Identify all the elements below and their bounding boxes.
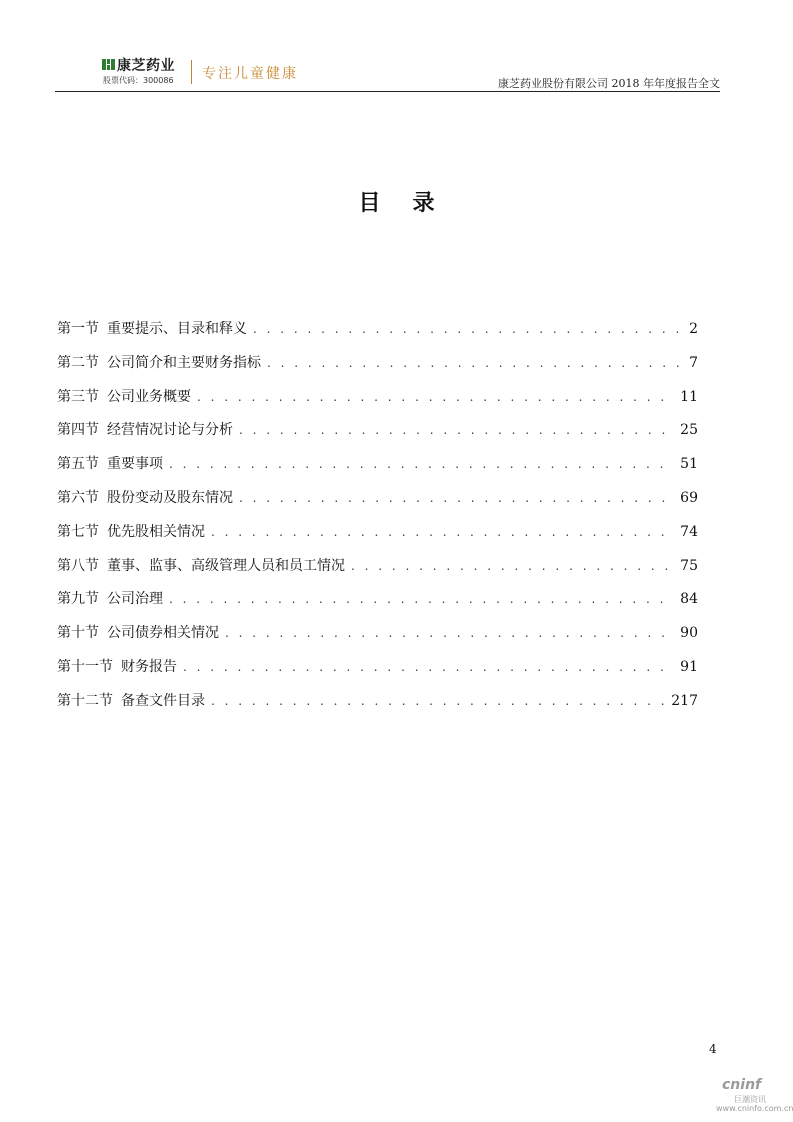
header-rule xyxy=(55,91,720,92)
toc-section-title: 股份变动及股东情况 xyxy=(107,489,233,506)
toc-entry[interactable] xyxy=(57,386,698,420)
toc-entry-label xyxy=(57,555,345,575)
toc-entry[interactable] xyxy=(57,487,698,521)
toc-entry-label xyxy=(57,453,163,473)
toc-section-number: 第一节 xyxy=(57,321,99,337)
toc-dot-leader xyxy=(225,626,674,640)
toc-page-number: 11 xyxy=(680,388,698,405)
toc-section-number: 第九节 xyxy=(57,591,99,608)
toc-section-number: 第八节 xyxy=(57,557,99,574)
toc-section-number: 第十二节 xyxy=(57,692,113,709)
toc-dot-leader xyxy=(169,592,674,606)
toc-section-title: 公司债券相关情况 xyxy=(107,625,219,642)
toc-page-number: 2 xyxy=(689,321,698,337)
toc-section-title: 财务报告 xyxy=(121,658,177,675)
toc-entry-label xyxy=(57,588,163,608)
toc-dot-leader xyxy=(211,525,674,539)
watermark-url: www.cninfo.com.cn xyxy=(716,1104,793,1113)
toc-section-title: 备查文件目录 xyxy=(121,692,205,709)
watermark-sub: 巨潮资讯 xyxy=(734,1095,766,1104)
company-logo-icon xyxy=(102,58,115,71)
toc-entry[interactable] xyxy=(57,622,698,656)
toc-dot-leader xyxy=(351,559,674,573)
toc-dot-leader xyxy=(211,694,665,708)
toc-page-number: 74 xyxy=(680,523,698,540)
toc-section-number: 第六节 xyxy=(57,489,99,506)
toc-dot-leader xyxy=(197,390,674,404)
stock-code: 股票代码：300086 xyxy=(103,76,174,85)
toc-section-number: 第四节 xyxy=(57,422,99,439)
toc-section-title: 经营情况讨论与分析 xyxy=(107,422,233,439)
toc-entry-label xyxy=(57,622,219,642)
toc-page-number: 84 xyxy=(680,591,698,608)
toc-section-number: 第七节 xyxy=(57,523,99,540)
toc-section-title: 优先股相关情况 xyxy=(107,523,205,540)
toc-section-number: 第十节 xyxy=(57,625,99,642)
toc-page-number: 91 xyxy=(680,658,698,675)
toc-entry[interactable] xyxy=(57,521,698,555)
toc-dot-leader xyxy=(169,457,674,471)
toc-entry[interactable] xyxy=(57,690,698,724)
toc-page-number: 217 xyxy=(671,692,698,709)
page-number: 4 xyxy=(709,1042,717,1056)
table-of-contents xyxy=(57,318,698,724)
toc-entry[interactable] xyxy=(57,555,698,589)
toc-entry-label xyxy=(57,352,261,372)
toc-section-title: 公司简介和主要财务指标 xyxy=(107,354,261,371)
toc-dot-leader xyxy=(239,491,674,505)
toc-entry-label xyxy=(57,487,233,507)
toc-entry-label xyxy=(57,318,247,338)
toc-section-title: 公司治理 xyxy=(107,591,163,608)
page-header xyxy=(55,54,720,92)
toc-dot-leader xyxy=(183,660,674,674)
toc-entry-label xyxy=(57,419,233,439)
toc-dot-leader xyxy=(267,356,683,370)
toc-section-number: 第十一节 xyxy=(57,658,113,675)
toc-entry[interactable] xyxy=(57,656,698,690)
toc-page-number: 51 xyxy=(680,456,698,473)
toc-entry[interactable] xyxy=(57,588,698,622)
toc-page-number: 75 xyxy=(680,557,698,574)
toc-entry[interactable] xyxy=(57,419,698,453)
company-slogan: 专注儿童健康 xyxy=(202,66,298,82)
toc-section-number: 第二节 xyxy=(57,354,99,371)
toc-section-title: 董事、监事、高级管理人员和员工情况 xyxy=(107,557,345,574)
toc-dot-leader xyxy=(239,423,674,437)
toc-section-title: 重要事项 xyxy=(107,456,163,473)
toc-entry-label xyxy=(57,521,205,541)
toc-page-number: 7 xyxy=(689,354,698,371)
toc-page-number: 90 xyxy=(680,625,698,642)
toc-entry[interactable] xyxy=(57,453,698,487)
toc-title: 目录 xyxy=(358,191,467,216)
toc-page-number: 69 xyxy=(680,489,698,506)
toc-entry[interactable] xyxy=(57,318,698,352)
toc-section-title: 公司业务概要 xyxy=(107,388,191,405)
toc-section-number: 第五节 xyxy=(57,456,99,473)
toc-page-number: 25 xyxy=(680,422,698,439)
toc-entry-label xyxy=(57,690,205,710)
company-logo-name: 康芝药业 xyxy=(117,58,175,74)
toc-section-number: 第三节 xyxy=(57,388,99,405)
logo-divider xyxy=(191,60,192,84)
toc-dot-leader xyxy=(253,322,683,336)
toc-entry[interactable] xyxy=(57,352,698,386)
report-title: 康芝药业股份有限公司 2018 年年度报告全文 xyxy=(498,77,720,90)
toc-entry-label xyxy=(57,656,177,676)
toc-entry-label xyxy=(57,386,191,406)
toc-section-title: 重要提示、目录和释义 xyxy=(107,321,247,337)
watermark-brand: cninf xyxy=(722,1077,762,1093)
